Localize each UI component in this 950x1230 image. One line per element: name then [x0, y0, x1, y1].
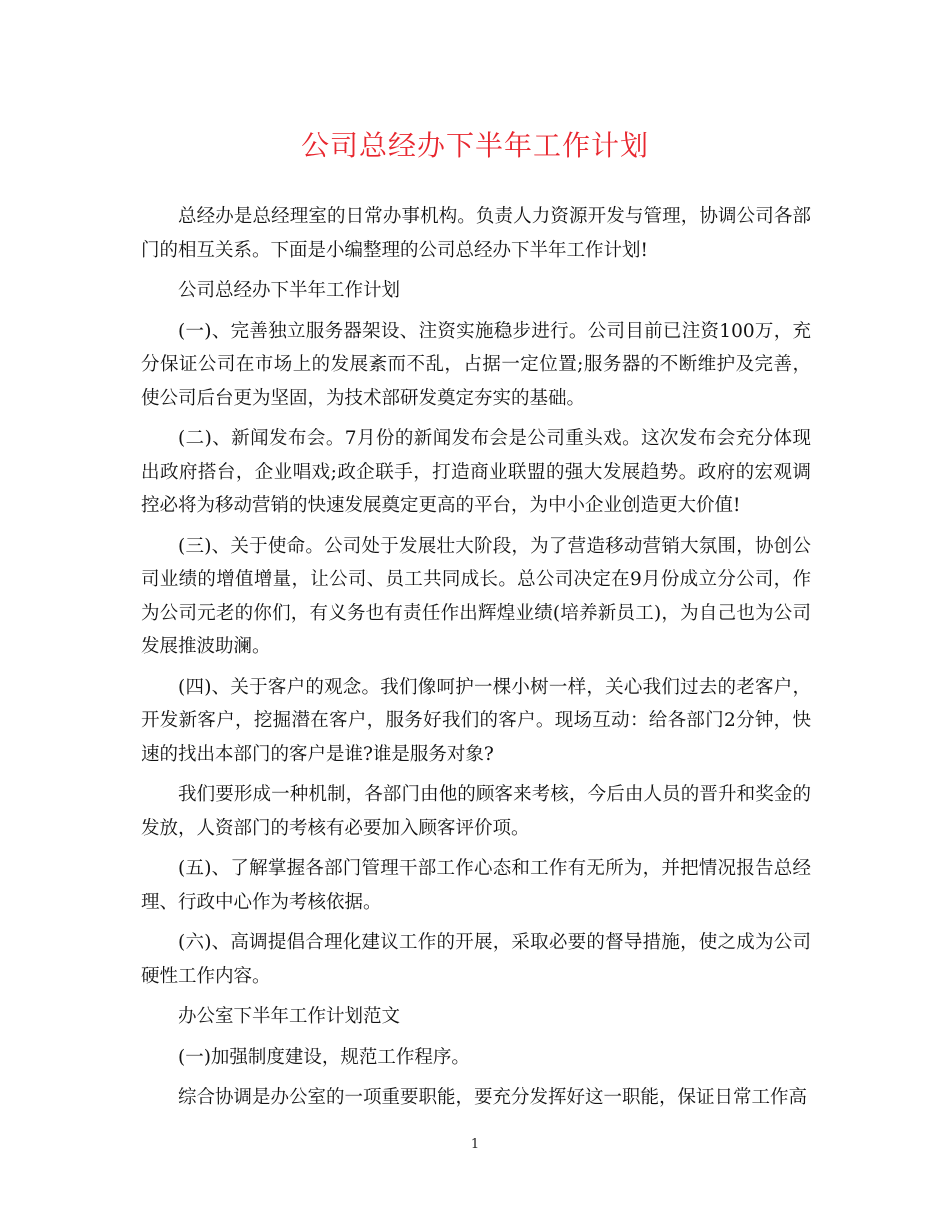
paragraph-intro: 总经办是总经理室的日常办事机构。负责人力资源开发与管理，协调公司各部门的相互关系。下面是小编整理的公司总经办下半年工作计划!	[141, 206, 811, 261]
paragraph-section-heading: 办公室下半年工作计划范文	[178, 1006, 401, 1027]
paragraph-subheading: 公司总经办下半年工作计划	[178, 280, 401, 301]
paragraph-item-5: (五)、了解掌握各部门管理干部工作心态和工作有无所为，并把情况报告总经理、行政中心作为考核依据。	[141, 858, 811, 913]
paragraph-section-item-1: (一)加强制度建设，规范工作程序。	[178, 1046, 470, 1068]
document-title: 公司总经办下半年工作计划	[300, 129, 649, 162]
document-body	[141, 200, 811, 1122]
paragraph-coordination: 综合协调是办公室的一项重要职能，要充分发挥好这一职能，保证日常工作高	[178, 1087, 808, 1108]
page-number: 1	[470, 1137, 480, 1152]
paragraph-item-2: (二)、新闻发布会。7月份的新闻发布会是公司重头戏。这次发布会充分体现出政府搭台，企业唱戏;政企联手，打造商业联盟的强大发展趋势。政府的宏观调控必将为移动营销的快速发展奠定更高的平台，为中小企业创造更大价值!	[141, 428, 811, 516]
paragraph-item-6: (六)、高调提倡合理化建议工作的开展，采取必要的督导措施，使之成为公司硬性工作内容。	[141, 932, 811, 987]
paragraph-item-3: (三)、关于使命。公司处于发展壮大阶段，为了营造移动营销大氛围，协创公司业绩的增值增量，让公司、员工共同成长。总公司决定在9月份成立分公司，作为公司元老的你们，有义务也有责任作出辉煌业绩(培养新员工)，为自己也为公司发展推波助澜。	[141, 535, 811, 657]
paragraph-mechanism: 我们要形成一种机制，各部门由他的顾客来考核，今后由人员的晋升和奖金的发放，人资部门的考核有必要加入顾客评价项。	[141, 784, 811, 839]
paragraph-item-4: (四)、关于客户的观念。我们像呵护一棵小树一样，关心我们过去的老客户，开发新客户，挖掘潜在客户，服务好我们的客户。现场互动：给各部门2分钟，快速的找出本部门的客户是谁?谁是服务对象?	[141, 676, 811, 765]
paragraph-item-1: (一)、完善独立服务器架设、注资实施稳步进行。公司目前已注资100万，充分保证公司在市场上的发展紊而不乱，占据一定位置;服务器的不断维护及完善，使公司后台更为坚固，为技术部研发奠定夯实的基础。	[141, 320, 811, 409]
